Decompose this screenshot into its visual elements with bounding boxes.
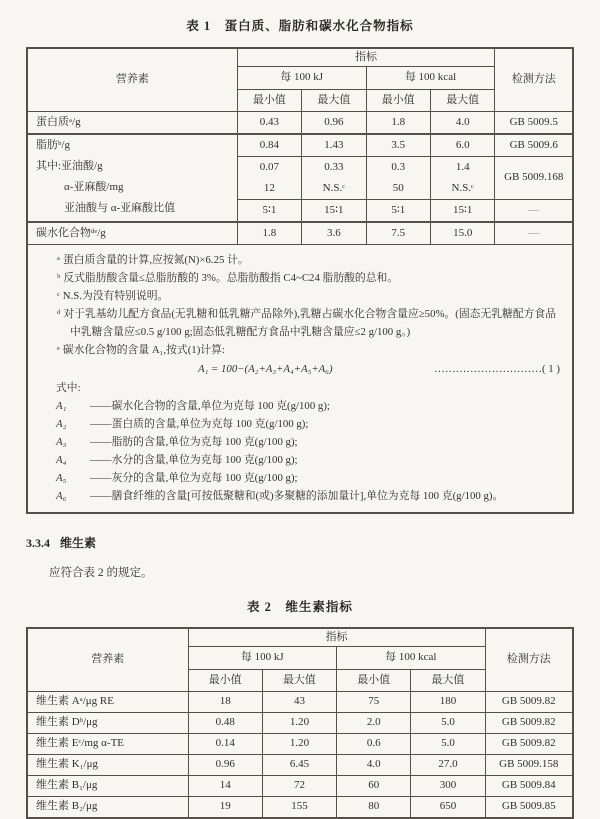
table-cell-method: GB 5009.82	[485, 692, 573, 713]
table-cell: 650	[411, 797, 485, 819]
definition-a6	[40, 487, 562, 505]
definition-a4	[40, 451, 562, 469]
header-max: 最大值	[411, 670, 485, 692]
table-cell: 15.0	[430, 222, 494, 245]
table-cell-method: GB 5009.82	[485, 713, 573, 734]
definition-text: ——灰分的含量,单位为克每 100 克(g/100 g);	[90, 472, 298, 484]
header-max: 最大值	[302, 90, 366, 112]
row-label-fat-group	[27, 134, 237, 222]
table-cell-method: GB 5009.85	[485, 797, 573, 819]
table-cell: 0.07	[237, 157, 301, 179]
where-label: 式中:	[56, 382, 81, 394]
formula-reference: …………………………( 1 )	[434, 363, 560, 375]
header-min: 最小值	[366, 90, 430, 112]
symbol: A₅	[56, 472, 67, 484]
table-cell: 27.0	[411, 755, 485, 776]
table-cell-method: GB 5009.168	[495, 157, 573, 200]
footnote-text: 对于乳基幼儿配方食品(无乳糖和低乳糖产品除外),乳糖占碳水化合物含量应≥50%。(固态无乳糖配方食品中乳糖含量应≤0.5 g/100 g;固态低乳糖配方食品中乳糖含量应≤2 g/100 g。)	[63, 308, 557, 338]
footnote-mark: ᵉ	[57, 344, 60, 356]
footnote-text: N.S.为没有特别说明。	[62, 290, 169, 302]
table-cell-method: GB 5009.5	[495, 112, 573, 135]
row-label: 维生素 B₁/μg	[27, 776, 188, 797]
table-cell: 1.43	[302, 134, 366, 157]
section-paragraph: 应符合表 2 的规定。	[49, 567, 153, 579]
table-cell: 80	[337, 797, 411, 819]
table-row-vitamin-d	[27, 713, 573, 734]
table-cell: 3.6	[302, 222, 366, 245]
table-cell: 300	[411, 776, 485, 797]
table-row-carbohydrate	[27, 222, 573, 245]
header-min: 最小值	[188, 670, 262, 692]
header-max: 最大值	[262, 670, 336, 692]
table-cell: 43	[262, 692, 336, 713]
row-label: 维生素 Aᵃ/μg RE	[27, 692, 188, 713]
linoleic-label: 其中:亚油酸/g	[36, 160, 103, 172]
table-cell: 4.0	[337, 755, 411, 776]
table-cell: 1.4	[430, 157, 494, 179]
table2-title: 表 2 维生素指标	[247, 600, 353, 614]
formula-expression: A₁ = 100−(A₂+A₃+A₄+A₅+A₆)	[198, 363, 333, 375]
table-cell: 0.33	[302, 157, 366, 179]
table-cell-method: GB 5009.6	[495, 134, 573, 157]
table-cell: 50	[366, 178, 430, 200]
table-cell: 0.84	[237, 134, 301, 157]
table-cell: 7.5	[366, 222, 430, 245]
table-row-fat	[27, 134, 573, 157]
footnote-text: 反式脂肪酸含量≤总脂肪酸的 3%。总脂肪酸指 C4~C24 脂肪酸的总和。	[63, 272, 399, 284]
table-row-vitamin-a	[27, 692, 573, 713]
definition-text: ——脂肪的含量,单位为克每 100 克(g/100 g);	[90, 436, 298, 448]
table-cell-method: GB 5009.84	[485, 776, 573, 797]
table-cell: N.S.ᶜ	[430, 178, 494, 200]
table-cell: 6.45	[262, 755, 336, 776]
header-per-100kcal: 每 100 kcal	[337, 647, 486, 670]
symbol: A₆	[56, 490, 67, 502]
table1-title: 表 1 蛋白质、脂肪和碳水化合物指标	[186, 19, 414, 33]
header-method: 检测方法	[485, 628, 573, 692]
definition-a2	[40, 415, 562, 433]
table-cell: 5.0	[411, 713, 485, 734]
table-footnotes-row	[27, 245, 573, 514]
footnotes-block	[27, 245, 573, 514]
table-cell: 180	[411, 692, 485, 713]
footnote-text: 碳水化合物的含量 A₁,按式(1)计算:	[62, 344, 225, 356]
header-per-100kj: 每 100 kJ	[237, 67, 366, 90]
table-cell: 0.6	[337, 734, 411, 755]
table-cell: 1.8	[237, 222, 301, 245]
definition-text: ——碳水化合物的含量,单位为克每 100 克(g/100 g);	[90, 400, 330, 412]
header-nutrient: 营养素	[27, 48, 237, 112]
footnote-b	[40, 269, 562, 287]
symbol: A₄	[56, 454, 67, 466]
table-row-vitamin-k1	[27, 755, 573, 776]
table-cell: 5.0	[411, 734, 485, 755]
table-cell: 155	[262, 797, 336, 819]
footnote-mark: ᵃ	[57, 254, 60, 266]
table-cell: 1.8	[366, 112, 430, 135]
definition-text: ——蛋白质的含量,单位为克每 100 克(g/100 g);	[90, 418, 309, 430]
table-row-vitamin-b1	[27, 776, 573, 797]
table-cell: 0.3	[366, 157, 430, 179]
table-cell: 0.43	[237, 112, 301, 135]
table-cell: 3.5	[366, 134, 430, 157]
header-min: 最小值	[337, 670, 411, 692]
table-cell: 1.20	[262, 713, 336, 734]
section-title: 维生素	[60, 536, 97, 550]
symbol: A₂	[56, 418, 67, 430]
footnote-mark: ᵇ	[57, 272, 61, 284]
table-cell: 1.20	[262, 734, 336, 755]
section-number: 3.3.4	[26, 536, 50, 550]
table-cell: 0.48	[188, 713, 262, 734]
table-row-vitamin-e	[27, 734, 573, 755]
fat-label: 脂肪ᵇ/g	[36, 139, 70, 151]
table-cell: 75	[337, 692, 411, 713]
table-cell: 19	[188, 797, 262, 819]
table-cell: 6.0	[430, 134, 494, 157]
row-label: 蛋白质ᵃ/g	[27, 112, 237, 135]
table-cell: 0.96	[302, 112, 366, 135]
table-cell: 72	[262, 776, 336, 797]
footnote-text: 蛋白质含量的计算,应按氮(N)×6.25 计。	[62, 254, 249, 266]
table-cell: 12	[237, 178, 301, 200]
header-indicator: 指标	[237, 48, 495, 67]
linolenic-label: α-亚麻酸/mg	[64, 181, 124, 193]
definition-a5	[40, 469, 562, 487]
footnote-mark: ᵈ	[57, 308, 61, 320]
header-indicator: 指标	[188, 628, 485, 647]
row-label: 维生素 Eᶜ/mg α-TE	[27, 734, 188, 755]
header-method: 检测方法	[495, 48, 573, 112]
section-heading	[26, 534, 574, 551]
header-per-100kj: 每 100 kJ	[188, 647, 337, 670]
table-cell: 0.96	[188, 755, 262, 776]
definition-text: ——水分的含量,单位为克每 100 克(g/100 g);	[90, 454, 298, 466]
table-cell: 2.0	[337, 713, 411, 734]
header-nutrient: 营养素	[27, 628, 188, 692]
table-cell: 15∶1	[302, 200, 366, 223]
vitamin-table	[26, 627, 574, 819]
footnote-a	[40, 251, 562, 269]
footnote-c	[40, 287, 562, 305]
table-cell: N.S.ᶜ	[302, 178, 366, 200]
definition-a1	[40, 397, 562, 415]
table-cell: 5∶1	[237, 200, 301, 223]
symbol: A₁	[56, 400, 67, 412]
header-per-100kcal: 每 100 kcal	[366, 67, 495, 90]
table-cell-method: —	[495, 200, 573, 223]
table-cell: 5∶1	[366, 200, 430, 223]
footnote-e	[40, 341, 562, 359]
footnote-d	[40, 305, 562, 341]
row-label: 维生素 Dᵇ/μg	[27, 713, 188, 734]
definition-text: ——膳食纤维的含量[可按低聚糖和(或)多聚糖的添加量计],单位为克每 100 克(g/100 g)。	[90, 490, 504, 502]
footnote-mark: ᶜ	[57, 290, 60, 302]
table-cell-method: GB 5009.82	[485, 734, 573, 755]
table-cell-method: —	[495, 222, 573, 245]
header-min: 最小值	[237, 90, 301, 112]
row-label: 维生素 B₂/μg	[27, 797, 188, 819]
protein-fat-carb-table	[26, 47, 574, 514]
definition-a3	[40, 433, 562, 451]
table-cell-method: GB 5009.158	[485, 755, 573, 776]
table-cell: 60	[337, 776, 411, 797]
symbol: A₃	[56, 436, 67, 448]
row-label: 维生素 K₁/μg	[27, 755, 188, 776]
table-cell: 18	[188, 692, 262, 713]
formula-line	[40, 359, 562, 379]
row-label: 碳水化合物ᵈᵉ/g	[27, 222, 237, 245]
table-cell: 0.14	[188, 734, 262, 755]
ratio-label: 亚油酸与 α-亚麻酸比值	[64, 202, 176, 214]
table-cell: 14	[188, 776, 262, 797]
table-cell: 15∶1	[430, 200, 494, 223]
table-cell: 4.0	[430, 112, 494, 135]
table-row-protein	[27, 112, 573, 135]
header-max: 最大值	[430, 90, 494, 112]
